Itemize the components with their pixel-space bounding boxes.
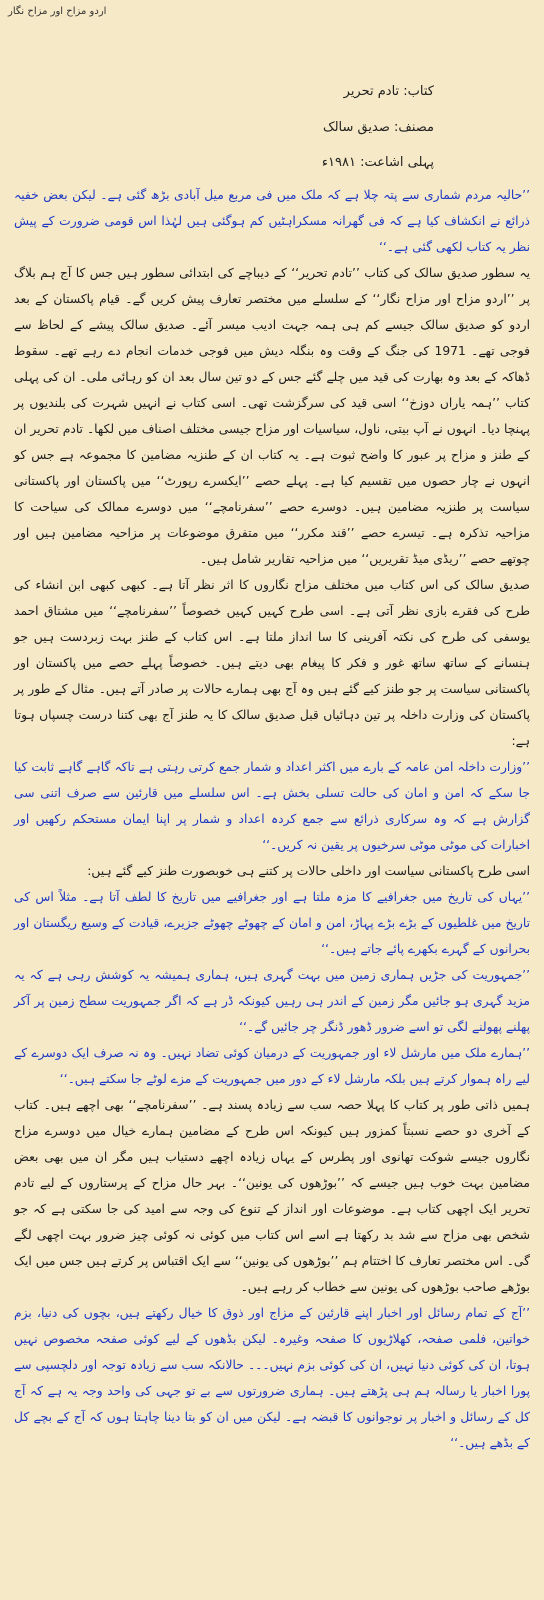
article-body <box>14 182 530 1456</box>
book-author: مصنف: صدیق سالک <box>322 120 434 135</box>
paragraph-quote-democracy: ’’جمہوریت کی جڑیں ہماری زمین میں بہت گہری ہیں، ہماری ہمیشہ یہ کوشش رہی ہے کہ یہ مزید گہری ہو جائیں مگر زمین کے اندر ہی رہیں کیونکہ ڈر ہے کہ اگر جمہوریت سطح زمین پر آکر پھلنے پھولنے لگی تو اسے ضرور ڈھور ڈنگر چر جائیں گے۔‘‘ <box>14 968 530 1034</box>
paragraph-styles: صدیق سالک کی اس کتاب میں مختلف مزاح نگاروں کا اثر نظر آتا ہے۔ کبھی کبھی ابن انشاء کی طرح کی فقرے بازی نظر آتی ہے۔ اسی طرح کہیں کہیں خصوصاً ’’سفرنامچے‘‘ میں مشتاق احمد یوسفی کی طرح کی نکتہ آفرینی کا سا انداز ملتا ہے۔ اس کتاب کے طنز بہت زبردست ہیں جو ہنسانے کے ساتھ ساتھ غور و فکر کا پیغام بھی دیتے ہیں۔ خصوصاً پہلے حصے میں پاکستان اور پاکستانی سیاست پر جو طنز کیے گئے ہیں وہ آج بھی ہمارے حالات پر صادر آتے ہیں۔ مثال کے طور پر پاکستان کی وزارت داخلہ پر تین دہائیاں قبل صدیق سالک کا یہ طنز آج بھی کتنا درست چسپاں ہوتا ہے: <box>14 578 530 748</box>
paragraph-introduction: یہ سطور صدیق سالک کی کتاب ’’تادم تحریر‘‘ کے دیباچے کی ابتدائی سطور ہیں جس کا آج ہم بلاگ پر ’’اردو مزاح اور مزاح نگار‘‘ کے سلسلے میں مختصر تعارف پیش کریں گے۔ قیام پاکستان کے بعد اردو کو صدیق سالک جیسے کم ہی ہمہ جہت ادیب میسر آئے۔ صدیق سالک پیشے کے لحاظ سے فوجی تھے۔ 1971 کی جنگ کے وقت وہ بنگلہ دیش میں فوجی خدمات انجام دے رہے تھے۔ سقوط ڈھاکہ کے بعد وہ بھارت کی قید میں چلے گئے جس کے دو تین سال بعد ان کو رہائی ملی۔ ان کی پہلی کتاب ’’ہمہ یاراں دوزخ‘‘ اسی قید کی سرگزشت تھی۔ اسی کتاب نے انہیں شہرت کی بلندیوں پر پہنچا دیا۔ انہوں نے آپ بیتی، ناول، سیاسیات اور مزاح جیسی مختلف اصناف میں لکھا۔ تادم تحریر ان کے طنز و مزاح پر عبور کا واضح ثبوت ہے۔ یہ کتاب ان کے طنزیہ مضامین کا مجموعہ ہے جس کو انہوں نے چار حصوں میں تقسیم کیا ہے۔ پہلے حصے ’’ایکسرے رپورٹ‘‘ میں پاکستان اور پاکستانی سیاست پر طنزیہ مضامین ہیں۔ دوسرے حصے ’’سفرنامچے‘‘ میں دوسرے ممالک کی سیاحت کا مزاحیہ تذکرہ ہے۔ تیسرے حصے ’’قند مکرر‘‘ میں متفرق موضوعات پر مزاحیہ مضامین ہیں اور چوتھے حصے ’’ریڈی میڈ تقریریں‘‘ میں مزاحیہ تقاریر شامل ہیں۔ <box>14 266 531 566</box>
paragraph-quote-history: ’’یہاں کی تاریخ میں جغرافیے کا مزہ ملتا ہے اور جغرافیے میں تاریخ کا لطف آتا ہے۔ مثلاً اس کی تاریخ میں غلطیوں کے بڑے بڑے پہاڑ، امن و امان کے چھوٹے چھوٹے جزیرے، قیادت کے وسیع ریگستان اور بحرانوں کے گہرے بکھرے پائے جاتے ہیں۔‘‘ <box>14 890 530 956</box>
book-title: کتاب: تادم تحریر <box>343 84 434 99</box>
blog-header: اردو مزاح اور مزاح نگار <box>8 6 107 17</box>
paragraph-review: ہمیں ذاتی طور پر کتاب کا پہلا حصہ سب سے زیادہ پسند ہے۔ ’’سفرنامچے‘‘ بھی اچھے ہیں۔ کتاب کے آخری دو حصے نسبتاً کمزور ہیں کیونکہ اس طرح کے مضامین ہمارے خیال میں دوسرے مزاح نگاروں جیسے شوکت تھانوی اور پطرس کے یہاں زیادہ اچھے دستیاب ہیں مگر ان میں بھی بعض مضامین بہت خوب ہیں جیسے کہ ’’بوڑھوں کی یونین‘‘۔ بہر حال مزاح کے پرستاروں کے لیے تادم تحریر ایک اچھی کتاب ہے۔ موضوعات اور انداز کے تنوع کی وجہ سے امید کی جا سکتی ہے کہ جو شخص بھی مزاح سے شد بد رکھتا ہے اسے اس کتاب میں کوئی نہ کوئی چیز ضرور بہت اچھی لگے گی۔ اس مختصر تعارف کا اختتام ہم ’’بوڑھوں کی یونین‘‘ سے ایک اقتباس پر کرتے ہیں جس میں ایک بوڑھے صاحب بوڑھوں کی یونین سے خطاب کر رہے ہیں۔ <box>14 1098 530 1294</box>
paragraph-transition: اسی طرح پاکستانی سیاست اور داخلی حالات پر کتنے ہی خوبصورت طنز کیے گئے ہیں: <box>87 864 530 878</box>
paragraph-quote-elders-union: ’’آج کے تمام رسائل اور اخبار اپنے قارئین کے مزاج اور ذوق کا خیال رکھتے ہیں، بچوں کی دنیا، بزم خواتین، فلمی صفحہ، کھلاڑیوں کا صفحہ وغیرہ۔ لیکن بڈھوں کے لیے کوئی صفحہ مخصوص نہیں ہوتا، ان کی کوئی دنیا نہیں، ان کی کوئی بزم نہیں۔۔۔ حالانکہ سب سے زیادہ توجہ اور دلچسپی سے پورا اخبار یا رسالہ ہم ہی پڑھتے ہیں۔ ہماری ضرورتوں سے بے تو جہی کی واحد وجہ یہ ہے کہ آج کل کے رسائل و اخبار پر نوجوانوں کا قبضہ ہے۔ لیکن میں ان کو بتا دینا چاہتا ہوں کہ آج کے بچے کل کے بڈھے ہیں۔‘‘ <box>14 1306 530 1450</box>
paragraph-quote-intro: ’’حالیہ مردم شماری سے پتہ چلا ہے کہ ملک میں فی مربع میل آبادی بڑھ گئی ہے۔ لیکن بعض خفیہ ذرائع نے انکشاف کیا ہے کہ فی گھرانہ مسکراہٹیں کم ہوگئی ہیں لہٰذا اس قومی ضرورت کے پیش نظر یہ کتاب لکھی گئی ہے۔‘‘ <box>14 188 530 254</box>
paragraph-quote-martial-law: ’’ہمارے ملک میں مارشل لاء اور جمہوریت کے درمیان کوئی تضاد نہیں۔ وہ نہ صرف ایک دوسرے کے لیے راہ ہموار کرتے ہیں بلکہ مارشل لاء کے دور میں جمہوریت کے مزے لوٹے جا سکتے ہیں۔‘‘ <box>14 1046 530 1086</box>
paragraph-quote-interior-ministry: ’’وزارت داخلہ امن عامہ کے بارے میں اکثر اعداد و شمار جمع کرتی رہتی ہے تاکہ گاہے گاہے ثابت کیا جا سکے کہ امن و امان کی حالت تسلی بخش ہے۔ اس سلسلے میں قارئین سے صرف اتنی سی گزارش ہے کہ وہ سرکاری ذرائع سے جمع کردہ اعداد و شمار پر اپنا ایمان مستحکم رکھیں اور اخبارات کی موٹی موٹی سرخیوں پر یقین نہ کریں۔‘‘ <box>14 760 530 852</box>
book-edition: پہلی اشاعت: ۱۹۸۱ء <box>321 155 434 170</box>
